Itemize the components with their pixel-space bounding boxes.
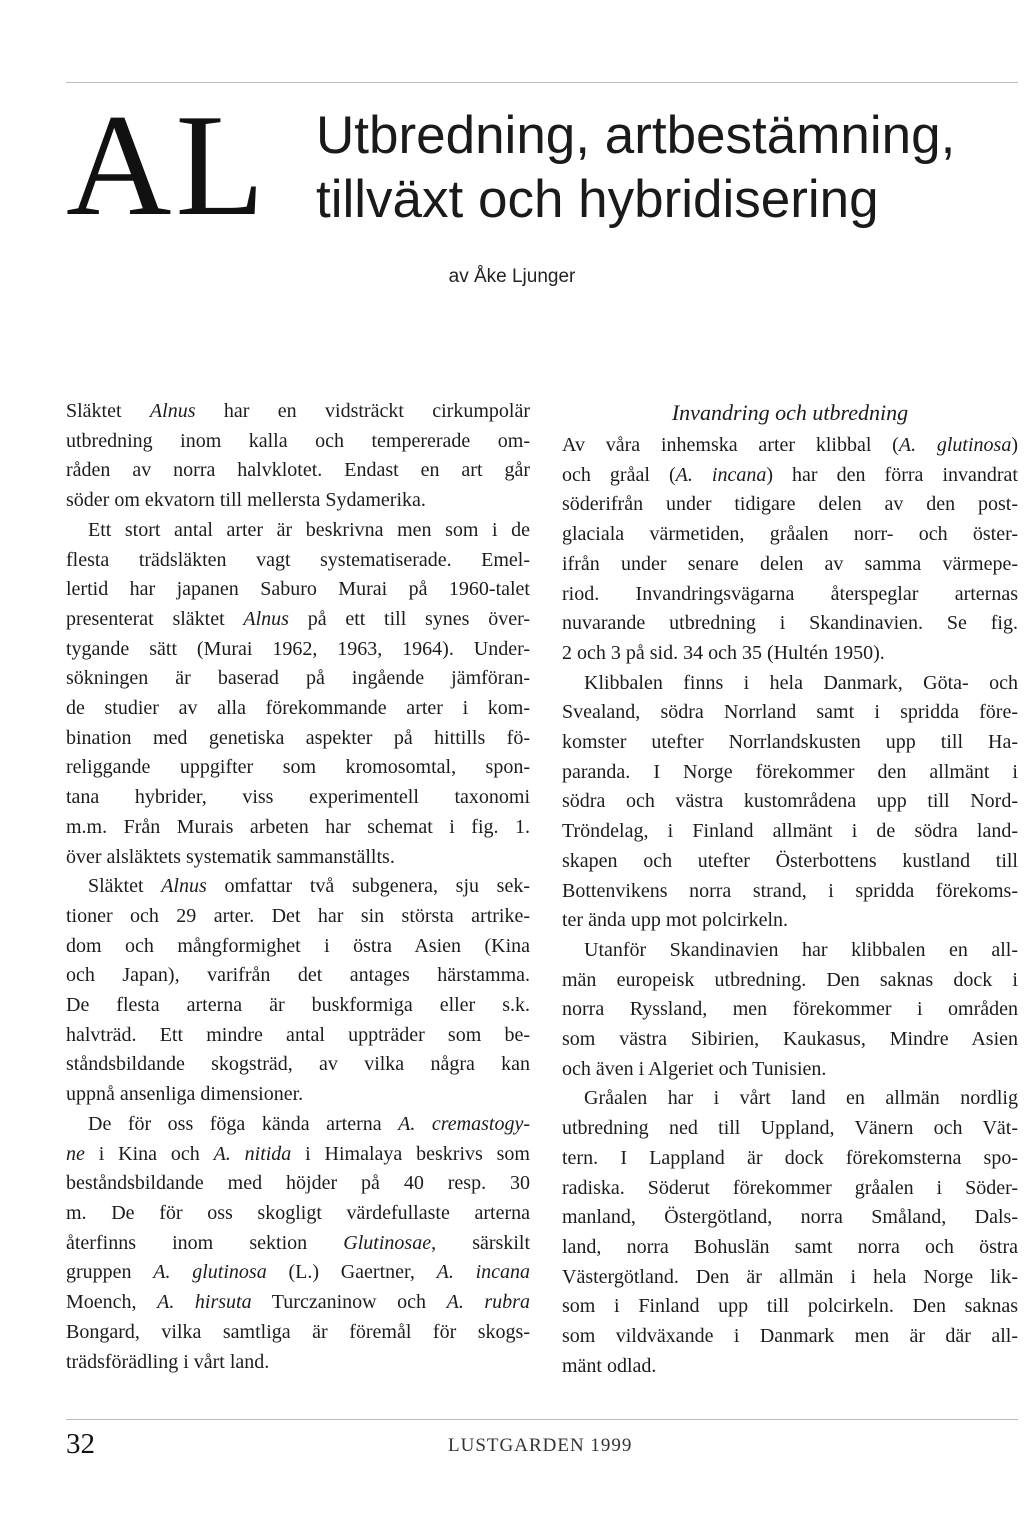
italic-term: Alnus [243,607,289,630]
text-run: södra och västra kustområdena upp till Nord- [562,790,1018,813]
text-run: utbredning inom kalla och tempererade om- [66,429,530,452]
text-line [562,1263,1018,1293]
text-run: ) har den förra invandrat [766,463,1018,486]
text-line [562,461,1018,491]
text-run: i Kina och [84,1142,214,1165]
text-run: i Himalaya beskrivs som [291,1142,530,1165]
text-run: gruppen [66,1261,154,1284]
text-line [66,664,530,694]
text-line [66,783,530,813]
text-run: utbredning ned till Uppland, Vänern och Vät- [562,1117,1018,1140]
text-line [66,1169,530,1199]
text-line [562,1144,1018,1174]
text-line [562,877,1018,907]
text-run: 2 och 3 på sid. 34 och 35 (Hultén 1950). [562,641,885,664]
text-run: som i Finland upp till polcirkeln. Den saknas [562,1295,1018,1318]
italic-term: Alnus [149,400,196,422]
text-line [66,486,530,516]
paragraph [66,516,530,872]
text-line [66,932,530,962]
text-line [66,961,530,991]
text-line [562,580,1018,610]
text-line [66,1318,530,1348]
text-run: De flesta arterna är buskformiga eller s.k. [66,994,530,1017]
text-run: mänt odlad. [562,1354,657,1377]
text-run: presenterat släktet [66,607,244,630]
italic-term: A. glutinosa [898,434,1012,456]
text-line [66,1110,530,1140]
text-run: komster utefter Norrlandskusten upp till Ha- [562,731,1018,754]
text-run: Tröndelag, i Finland allmänt i de södra land- [562,820,1018,843]
text-run: Klibbalen finns i hela Danmark, Göta- och [584,671,1018,694]
section-heading: Invandring och utbredning [671,400,909,425]
text-run: flesta trädsläkten vagt systematiserade. Emel- [66,548,530,571]
text-run: råden av norra halvklotet. Endast en art går [66,459,530,482]
text-run: ståndsbildande skogsträd, av vilka några kan [66,1053,530,1076]
text-run: män europeisk utbredning. Den saknas dock i [562,968,1018,991]
text-run: Utanför Skandinavien har klibbalen en all- [584,938,1018,961]
title-line-1: Utbredning, artbestämning, [316,106,956,165]
text-run: religgande uppgifter som kromosomtal, spon- [66,756,530,779]
text-run: de studier av alla förekommande arter i kom- [66,697,530,720]
paragraph [562,669,1018,936]
text-run: sökningen är baserad på ingående jämföran- [66,667,530,690]
text-run: och Japan), varifrån det antages härstamma. [66,964,530,987]
text-line [66,843,530,873]
text-run: över alsläktets systematik sammanställts. [66,845,395,868]
article-initials: AL [66,84,269,246]
text-run: uppnå ansenliga dimensioner. [66,1083,304,1106]
text-line [562,758,1018,788]
text-line [66,635,530,665]
left-column [66,397,530,1377]
text-line [562,698,1018,728]
title-line-2: tillväxt och hybridisering [316,170,879,229]
page-number: 32 [66,1428,95,1460]
text-run: Av våra inhemska arter klibbal ( [562,434,899,456]
text-run: m.m. Från Murais arbeten har schemat i fig. 1. [66,815,530,838]
text-run: omfattar två subgenera, sju sek- [206,875,531,898]
text-run: bination med genetiska aspekter på hittills fö- [66,726,530,749]
text-run: och gråal ( [562,463,676,486]
text-run: återfinns inom sektion [66,1231,344,1254]
text-run: Moench, [66,1291,158,1314]
text-line [562,787,1018,817]
text-run: paranda. I Norge förekommer den allmänt i [562,760,1018,783]
text-run: som västra Sibirien, Kaukasus, Mindre Asien [562,1028,1018,1051]
text-run: Släktet [88,875,162,898]
text-run: tioner och 29 arter. Det har sin största artrike- [66,904,530,927]
italic-term: A. incana [436,1261,530,1284]
text-line [562,906,1018,936]
text-line [66,813,530,843]
text-run: dom och mångformighet i östra Asien (Kina [66,934,530,957]
text-run: (L.) Gaertner, [266,1261,437,1284]
text-run: trädsförädling i vårt land. [66,1350,270,1373]
right-column [562,397,1018,1382]
text-run: , särskilt [431,1231,530,1254]
text-line [562,609,1018,639]
text-line [562,1203,1018,1233]
text-run: söderifrån under tidigare delen av den post- [562,493,1018,516]
text-line [562,995,1018,1025]
text-run: ifrån under senare delen av samma värmepe- [562,552,1018,575]
italic-term: A. glutinosa [153,1261,267,1284]
text-line [562,728,1018,758]
bottom-rule [66,1419,1018,1420]
text-run: tana hybrider, viss experimentell taxonomi [66,786,530,809]
text-run: glaciala värmetiden, gråalen norr- och öster- [562,523,1018,546]
paragraph [562,1084,1018,1381]
text-line [66,1050,530,1080]
text-run: lertid har japanen Saburo Murai på 1960-talet [66,578,530,601]
text-run: tygande sätt (Murai 1962, 1963, 1964). Under- [66,637,530,660]
text-line [562,1055,1018,1085]
text-run: radiska. Söderut förekommer gråalen i Söder- [562,1176,1018,1199]
text-run: Bongard, vilka samtliga är föremål för skogs- [66,1320,530,1343]
text-line [66,694,530,724]
text-run: som vildväxande i Danmark men är där all- [562,1325,1018,1348]
text-line [562,639,1018,669]
right-column-body [562,431,1018,1382]
text-line [66,1080,530,1110]
text-line [562,1174,1018,1204]
text-line [562,520,1018,550]
paragraph [66,397,530,516]
italic-term: A. rubra [446,1291,530,1314]
text-run: ter ända upp mot polcirkeln. [562,909,789,932]
text-run: Bottenvikens norra strand, i spridda förekoms- [562,879,1018,902]
text-run: manland, Östergötland, norra Småland, Dals- [562,1206,1018,1229]
italic-term: Glutinosae [343,1231,432,1254]
text-run: tern. I Lappland är dock förekomsterna spo- [562,1146,1018,1169]
text-run: på ett till synes över- [288,607,530,630]
italic-term: Alnus [161,875,207,898]
text-line [66,1021,530,1051]
text-line [562,1352,1018,1382]
text-run: beståndsbildande med höjder på 40 resp. 30 [66,1172,530,1195]
text-line [66,456,530,486]
text-run: Släktet [66,400,150,422]
text-line [66,575,530,605]
text-line [562,669,1018,699]
text-line [562,966,1018,996]
text-line [66,902,530,932]
italic-term: ne [66,1142,85,1165]
text-run: m. De för oss skogligt värdefullaste arterna [66,1201,530,1224]
text-line [66,1140,530,1170]
text-line [66,516,530,546]
text-line [562,936,1018,966]
text-line [66,1348,530,1378]
text-line [562,1084,1018,1114]
text-run: riod. Invandringsvägarna återspeglar arternas [562,582,1018,605]
text-run: norra Ryssland, men förekommer i områden [562,998,1018,1021]
text-line [66,872,530,902]
italic-term: A. incana [675,463,767,486]
text-run: halvträd. Ett mindre antal uppträder som be- [66,1023,530,1046]
text-line [562,1114,1018,1144]
text-line [562,550,1018,580]
text-line [66,724,530,754]
text-line [562,490,1018,520]
journal-footer: LUSTGARDEN 1999 [448,1435,633,1456]
text-line [66,546,530,576]
text-run: nuvarande utbredning i Skandinavien. Se fig. [562,612,1018,635]
italic-term: A. nitida [213,1142,292,1165]
text-run: skapen och utefter Österbottens kustland till [562,849,1018,872]
text-line [66,427,530,457]
italic-term: A. hirsuta [157,1291,252,1314]
text-line [66,991,530,1021]
text-line [66,1258,530,1288]
text-line [562,1025,1018,1055]
italic-term: A. cremastogy- [398,1112,530,1135]
top-rule [66,82,1018,83]
text-run: Gråalen har i vårt land en allmän nordlig [584,1087,1018,1110]
author-byline: av Åke Ljunger [448,266,576,287]
paragraph [562,936,1018,1085]
text-line [66,605,530,635]
paragraph [66,872,530,1110]
paragraph [66,1110,530,1377]
text-run: och även i Algeriet och Tunisien. [562,1057,827,1080]
text-line [562,1322,1018,1352]
text-line [562,431,1018,461]
text-line [66,1199,530,1229]
text-line [562,1233,1018,1263]
text-run: Västergötland. Den är allmän i hela Norge lik- [562,1265,1018,1288]
text-run: Svealand, södra Norrland samt i spridda före- [562,701,1018,724]
text-run: Ett stort antal arter är beskrivna men som i de [88,518,530,541]
text-run: Turczaninow och [251,1291,447,1314]
article-title [316,104,1016,232]
paragraph [562,431,1018,669]
text-run: söder om ekvatorn till mellersta Sydamerika. [66,489,426,512]
text-line [66,397,530,427]
text-line [66,1229,530,1259]
text-run: har en vidsträckt cirkumpolär [195,400,530,422]
text-line [66,753,530,783]
text-line [66,1288,530,1318]
text-run: ) [1011,434,1018,456]
text-line [562,817,1018,847]
text-run: De för oss föga kända arterna [88,1112,399,1135]
text-run: land, norra Bohuslän samt norra och östra [562,1235,1018,1258]
text-line [562,1292,1018,1322]
text-line [562,847,1018,877]
